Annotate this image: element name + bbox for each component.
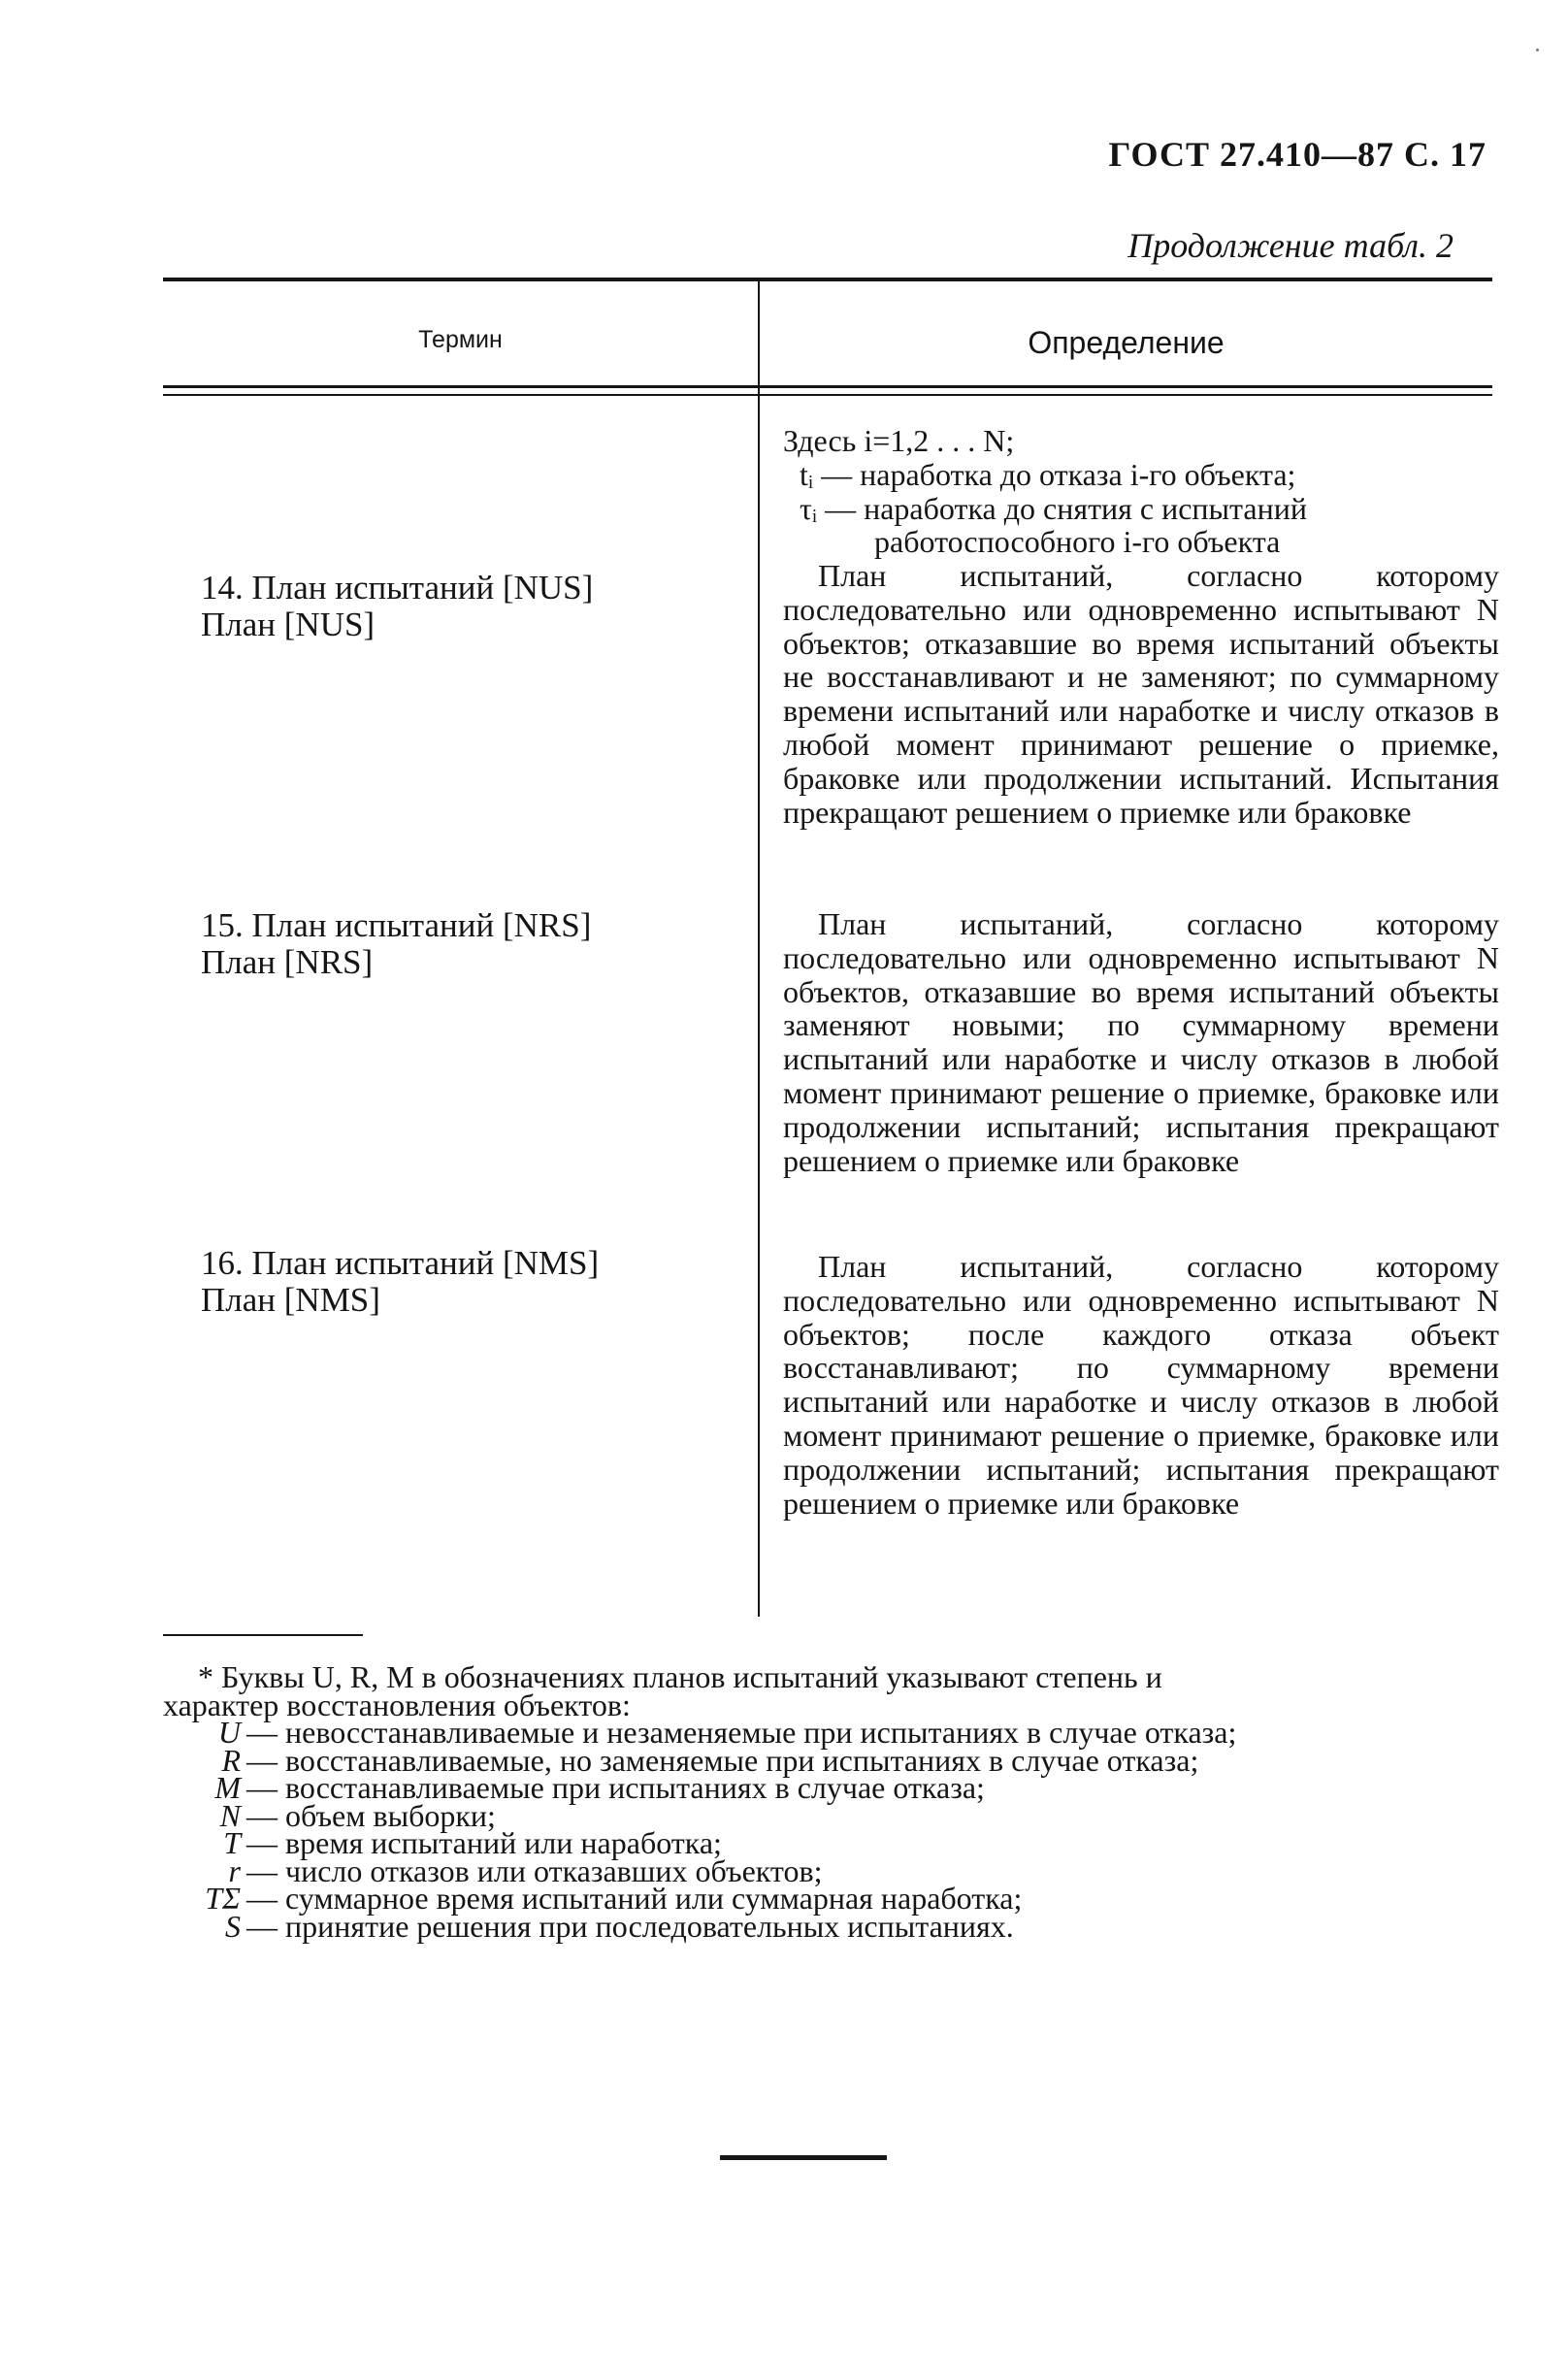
term-row-14 [201,570,593,643]
definition-intro [783,424,1499,559]
intro-line: tᵢ — наработка до отказа i-го объекта; [800,456,1296,492]
symbol-desc: — объем выборки; [246,1797,496,1833]
table-top-rule [163,278,1492,281]
symbol: N [219,1797,241,1833]
intro-line: Здесь i=1,2 . . . N; [783,423,1015,458]
footnote-intro: * Буквы U, R, M в обозначениях планов испытаний указывают степень и [198,1659,1162,1694]
symbol: TΣ [205,1881,241,1916]
scan-artifact-dot [1536,49,1539,51]
intro-line: τᵢ — наработка до снятия с испытаний [800,490,1307,526]
definition-row-15 [783,907,1499,1177]
footnote-rule [163,1634,363,1636]
footnote [163,1659,1502,1944]
term-title: 14. План испытаний [NUS] [201,569,594,606]
term-title: 16. План испытаний [NMS] [201,1244,600,1282]
column-divider [758,278,760,1617]
term-short: План [NRS] [201,943,374,981]
definition-text: План испытаний, согласно которому последовательно или одновременно испытывают N объектов; после каждого отказа объект восстанавливают; по суммарному времени испытаний или наработке и числу отказов в любой момент принимают решение о приемке, браковке или продолжении испытаний; испытания прекращают решением о приемке или браковке [783,1249,1499,1521]
table-continuation-label: Продолжение табл. 2 [1127,226,1454,265]
end-of-page-rule [720,2155,887,2160]
definition-text: План испытаний, согласно которому последовательно или одновременно испытывают N объектов, отказавшие во время испытаний объекты заменяют новыми; по суммарному времени испытаний или наработке и числу отказов в любой момент принимают решение о приемке, браковке или продолжении испытаний; испытания прекращают решением о приемке или браковке [783,906,1499,1178]
footnote-intro-cont: характер восстановления объектов: [163,1687,631,1722]
intro-line: работоспособного i-го объекта [874,524,1281,560]
header-double-rule-upper [163,385,1492,388]
term-row-16 [201,1245,599,1319]
definition-row-16 [783,1250,1499,1520]
symbol-desc: — невосстанавливаемые и незаменяемые при испытаниях в случае отказа; [246,1715,1237,1750]
term-short: План [NUS] [201,606,376,643]
footnote-item [163,1908,1502,1944]
column-header-definition: Определение [1028,325,1225,360]
document-reference: ГОСТ 27.410—87 С. 17 [1108,135,1486,174]
header-double-rule-lower [163,394,1492,396]
definition-text: План испытаний, согласно которому последовательно или одновременно испытывают N объектов; отказавшие во время испытаний объекты не восстанавливают и не заменяют; по суммарному времени испытаний или наработке и числу отказов в любой момент принимают решение о приемке, браковке или продолжении испытаний. Испытания прекращают решением о приемке или браковке [783,558,1499,830]
symbol: r [228,1852,241,1888]
symbol: T [223,1825,241,1860]
term-row-15 [201,907,591,981]
symbol-desc: — число отказов или отказавших объектов; [246,1852,823,1888]
symbol: M [214,1770,241,1805]
definition-row-14 [783,559,1499,829]
symbol-desc: — принятие решения при последовательных испытаниях. [246,1908,1014,1944]
symbol-desc: — восстанавливаемые при испытаниях в случае отказа; [246,1770,985,1805]
symbol-desc: — восстанавливаемые, но заменяемые при испытаниях в случае отказа; [246,1742,1199,1778]
column-header-term: Термин [418,326,503,353]
symbol: R [221,1742,241,1778]
symbol-desc: — суммарное время испытаний или суммарная наработка; [246,1881,1023,1916]
symbol: U [217,1715,241,1750]
symbol: S [225,1908,241,1944]
symbol-desc: — время испытаний или наработка; [246,1825,722,1860]
term-title: 15. План испытаний [NRS] [201,906,592,944]
term-short: План [NMS] [201,1281,380,1319]
